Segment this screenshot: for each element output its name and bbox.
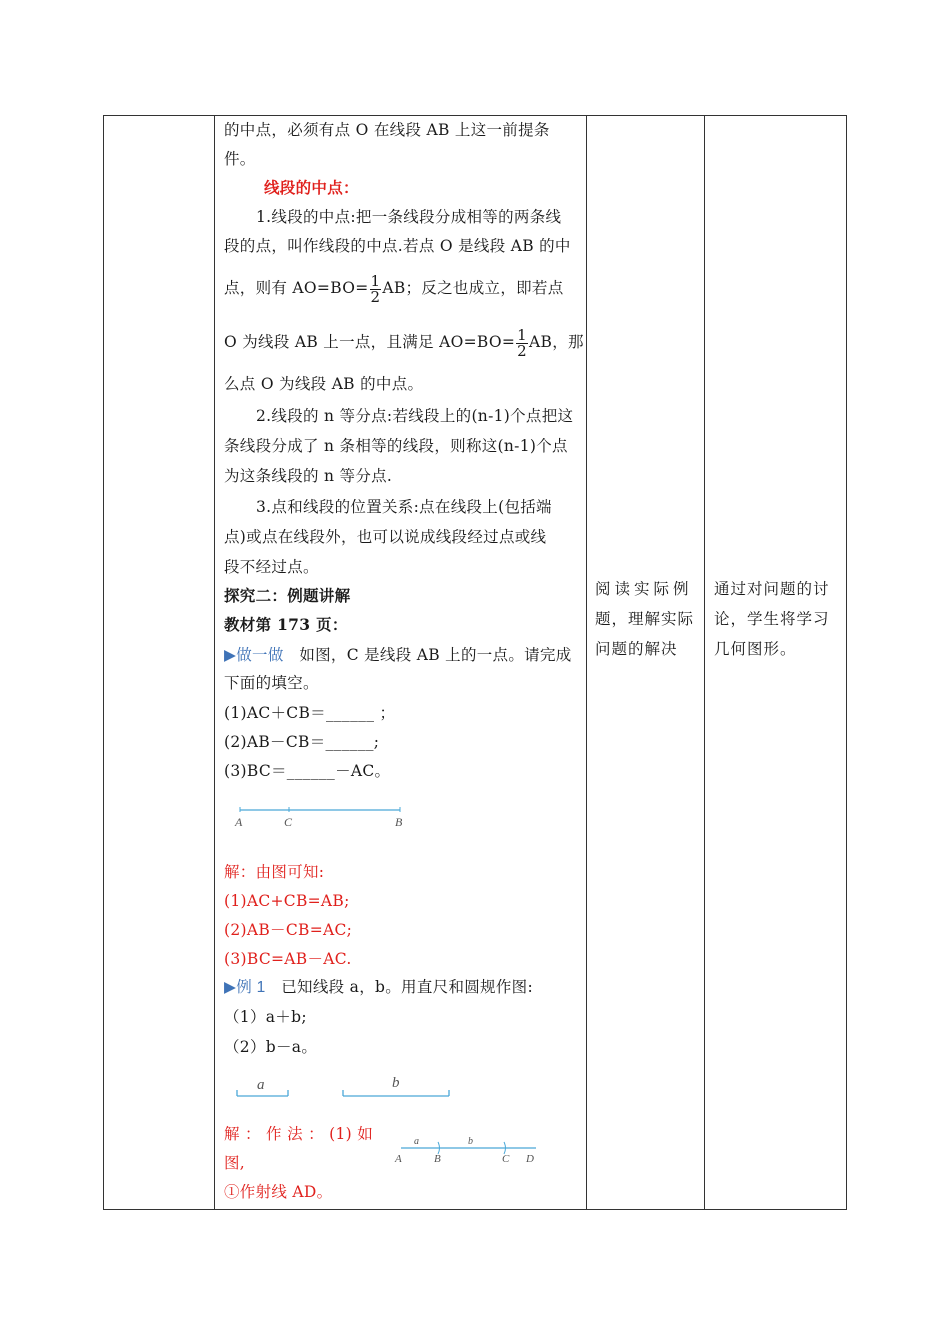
try-it-line	[224, 645, 572, 666]
text-line: 几何图形。	[714, 640, 797, 658]
text-line: 论，学生将学习	[714, 610, 830, 628]
text-line-with-fraction	[224, 270, 564, 306]
solution-line: 解 ： 作 法 ： (1) 如	[224, 1125, 374, 1143]
label-b-small: b	[468, 1136, 473, 1147]
point-d: D	[526, 1153, 534, 1165]
label-a: A	[235, 815, 243, 829]
fill-blank-2: (2)AB－CB＝______;	[224, 733, 380, 751]
point-a: A	[395, 1153, 402, 1165]
solution-line: (3)BC=AB－AC.	[224, 950, 352, 968]
solution-heading: 解：由图可知:	[224, 863, 325, 881]
section-heading-explore2: 探究二：例题讲解	[224, 586, 351, 605]
text-segment: AB，那	[529, 333, 584, 351]
segments-a-b-figure	[232, 1071, 472, 1101]
text-line: 点)或点在线段外，也可以说成线段经过点或线	[224, 528, 547, 546]
text-line: 题，理解实际	[595, 610, 695, 628]
text-segment: 点，则有 AO=BO=	[224, 279, 369, 297]
text-line: 为这条线段的 n 等分点.	[224, 467, 393, 485]
text-line: 2.线段的 n 等分点:若线段上的(n-1)个点把这	[256, 407, 574, 425]
solution-line: 图,	[224, 1154, 246, 1172]
text-segment: 如图，C 是线段 AB 上的一点。请完成	[299, 646, 572, 664]
label-seg-a: a	[257, 1077, 265, 1093]
question-line: （1）a＋b;	[224, 1008, 307, 1026]
text-line: 3.点和线段的位置关系:点在线段上(包括端	[256, 498, 552, 516]
construction-figure-abcd	[386, 1134, 546, 1168]
design-intent-column	[714, 574, 844, 664]
text-segment: 已知线段 a，b。用直尺和圆规作图:	[281, 978, 533, 996]
text-line: 的中点，必须有点 O 在线段 AB 上这一前提条	[224, 121, 550, 139]
fraction-denominator: 2	[517, 341, 528, 360]
play-triangle-icon: ▶	[224, 978, 237, 996]
try-it-label: 做一做	[236, 647, 284, 664]
column-divider	[586, 116, 587, 1209]
text-line: 段不经过点。	[224, 558, 319, 576]
label-seg-b: b	[392, 1075, 400, 1091]
text-line-with-fraction	[224, 324, 584, 360]
fraction-numerator: 1	[370, 271, 381, 290]
column-divider	[704, 116, 705, 1209]
fraction-denominator: 2	[370, 287, 381, 306]
solution-line: (2)AB－CB=AC;	[224, 921, 353, 939]
text-line: 条线段分成了 n 条相等的线段，则称这(n-1)个点	[224, 437, 568, 455]
column-divider	[214, 116, 215, 1209]
question-line: （2）b－a。	[224, 1038, 318, 1056]
fill-blank-1: (1)AC＋CB＝______ ；	[224, 704, 396, 722]
text-line: 下面的填空。	[224, 674, 319, 692]
example-label: 例 1	[236, 979, 266, 996]
text-line: 件。	[224, 150, 256, 168]
text-segment: O 为线段 AB 上一点，且满足 AO=BO=	[224, 333, 516, 351]
fraction-numerator: 1	[517, 325, 528, 344]
point-b: B	[434, 1153, 441, 1165]
fill-blank-3: (3)BC＝______－AC。	[224, 762, 391, 780]
fraction-one-half	[370, 271, 382, 306]
textbook-reference: 教材第 173 页：	[224, 615, 348, 634]
fraction-one-half	[516, 325, 528, 360]
student-activity-column	[595, 574, 703, 664]
section-heading-midpoint: 线段的中点：	[264, 178, 359, 197]
text-line: 通过对问题的讨	[714, 580, 830, 598]
example-1-line	[224, 977, 533, 998]
text-line: 1.线段的中点:把一条线段分成相等的两条线	[256, 208, 562, 226]
solution-line: (1)AC+CB=AB;	[224, 892, 350, 910]
segment-figure-acb	[232, 800, 412, 830]
solution-line: ①作射线 AD。	[224, 1183, 333, 1201]
play-triangle-icon: ▶	[224, 646, 237, 664]
text-line: 么点 O 为线段 AB 的中点。	[224, 375, 424, 393]
lesson-table	[103, 115, 847, 1210]
text-line: 阅读实际例	[595, 580, 693, 598]
text-line: 问题的解决	[595, 640, 678, 658]
label-a-small: a	[414, 1136, 419, 1147]
text-line: 段的点，叫作线段的中点.若点 O 是线段 AB 的中	[224, 237, 571, 255]
label-c: C	[284, 815, 293, 829]
point-c: C	[502, 1153, 510, 1165]
label-b: B	[395, 815, 403, 829]
text-segment: AB；反之也成立，即若点	[382, 279, 564, 297]
